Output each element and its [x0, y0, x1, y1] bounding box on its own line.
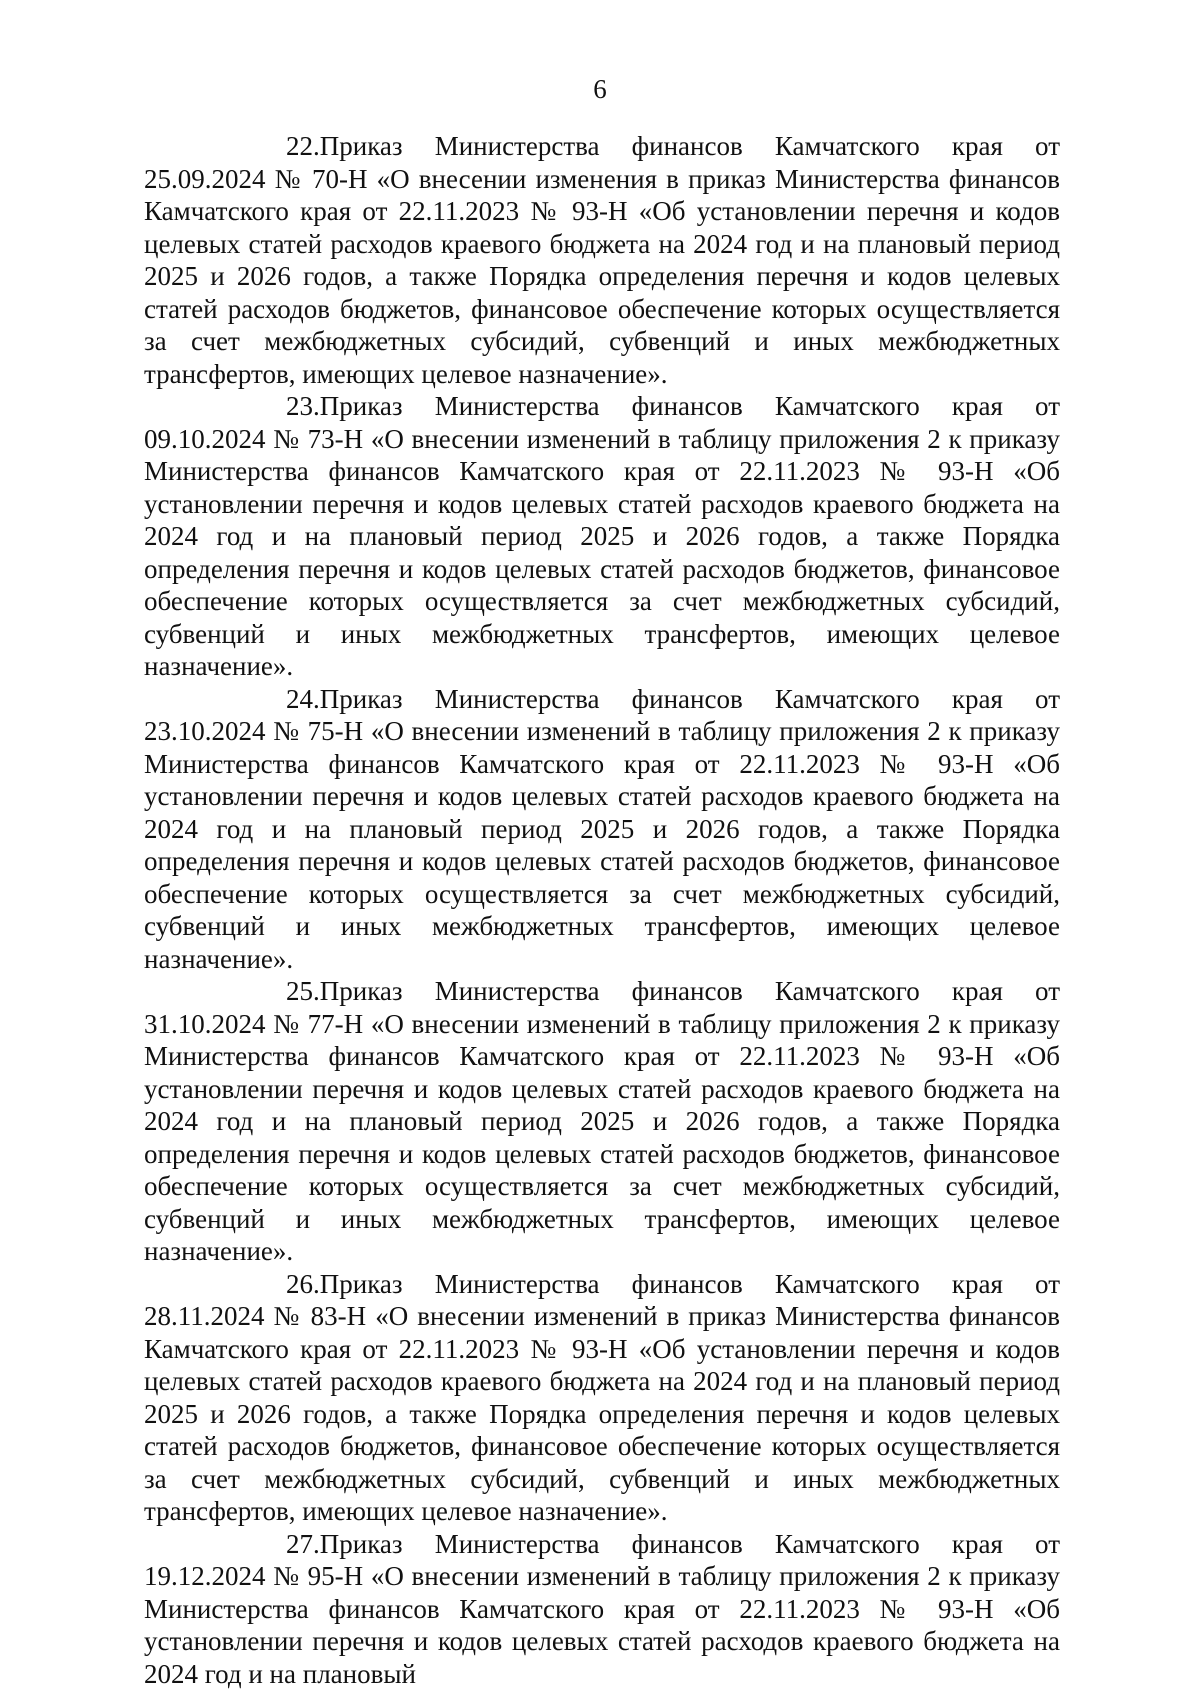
item-text: Приказ Министерства финансов Камчатского края от 31.10.2024 № 77-Н «О внесении изменений в таблицу приложения 2 к приказу Министерства финансов Камчатского края от 22.11.2023 № 93-Н «Об установлении перечня и кодов целевых статей расходов краевого бюджета на 2024 год и на плановый период 2025 и 2026 годов, а также Порядка определения перечня и кодов целевых статей расходов бюджетов, финансовое обеспечение которых осуществляется за счет межбюджетных субсидий, субвенций и иных межбюджетных трансфертов, имеющих целевое назначение».	[144, 976, 1060, 1266]
list-item	[144, 390, 1060, 683]
item-number: 27.	[286, 1528, 320, 1559]
item-text: Приказ Министерства финансов Камчатского края от 09.10.2024 № 73-Н «О внесении изменений в таблицу приложения 2 к приказу Министерства финансов Камчатского края от 22.11.2023 № 93-Н «Об установлении перечня и кодов целевых статей расходов краевого бюджета на 2024 год и на плановый период 2025 и 2026 годов, а также Порядка определения перечня и кодов целевых статей расходов бюджетов, финансовое обеспечение которых осуществляется за счет межбюджетных субсидий, субвенций и иных межбюджетных трансфертов, имеющих целевое назначение».	[144, 391, 1060, 681]
item-number: 26.	[286, 1268, 320, 1299]
item-number: 23.	[286, 391, 320, 421]
item-text: Приказ Министерства финансов Камчатского края от 28.11.2024 № 83-Н «О внесении изменений в приказ Министерства финансов Камчатского края от 22.11.2023 № 93-Н «Об установлении перечня и кодов целевых статей расходов краевого бюджета на 2024 год и на плановый период 2025 и 2026 годов, а также Порядка определения перечня и кодов целевых статей расходов бюджетов, финансовое обеспечение которых осуществляется за счет межбюджетных субсидий, субвенций и иных межбюджетных трансфертов, имеющих целевое назначение».	[144, 1268, 1060, 1526]
page-number: 6	[593, 74, 607, 104]
item-number: 25.	[286, 976, 320, 1006]
document-body	[144, 130, 1060, 1690]
list-item	[144, 975, 1060, 1268]
item-text: Приказ Министерства финансов Камчатского края от 19.12.2024 № 95-Н «О внесении изменений в таблицу приложения 2 к приказу Министерства финансов Камчатского края от 22.11.2023 № 93-Н «Об установлении перечня и кодов целевых статей расходов краевого бюджета на 2024 год и на плановый	[144, 1528, 1060, 1689]
item-number: 22.	[286, 131, 320, 161]
item-text: Приказ Министерства финансов Камчатского края от 25.09.2024 № 70-Н «О внесении изменения в приказ Министерства финансов Камчатского края от 22.11.2023 № 93-Н «Об установлении перечня и кодов целевых статей расходов краевого бюджета на 2024 год и на плановый период 2025 и 2026 годов, а также Порядка определения перечня и кодов целевых статей расходов бюджетов, финансовое обеспечение которых осуществляется за счет межбюджетных субсидий, субвенций и иных межбюджетных трансфертов, имеющих целевое назначение».	[144, 131, 1060, 389]
item-number: 24.	[286, 683, 320, 714]
item-text: Приказ Министерства финансов Камчатского края от 23.10.2024 № 75-Н «О внесении изменений в таблицу приложения 2 к приказу Министерства финансов Камчатского края от 22.11.2023 № 93-Н «Об установлении перечня и кодов целевых статей расходов краевого бюджета на 2024 год и на плановый период 2025 и 2026 годов, а также Порядка определения перечня и кодов целевых статей расходов бюджетов, финансовое обеспечение которых осуществляется за счет межбюджетных субсидий, субвенций и иных межбюджетных трансфертов, имеющих целевое назначение».	[144, 683, 1060, 974]
list-item	[144, 1268, 1060, 1528]
list-item	[144, 130, 1060, 390]
list-item	[144, 683, 1060, 976]
list-item	[144, 1528, 1060, 1691]
